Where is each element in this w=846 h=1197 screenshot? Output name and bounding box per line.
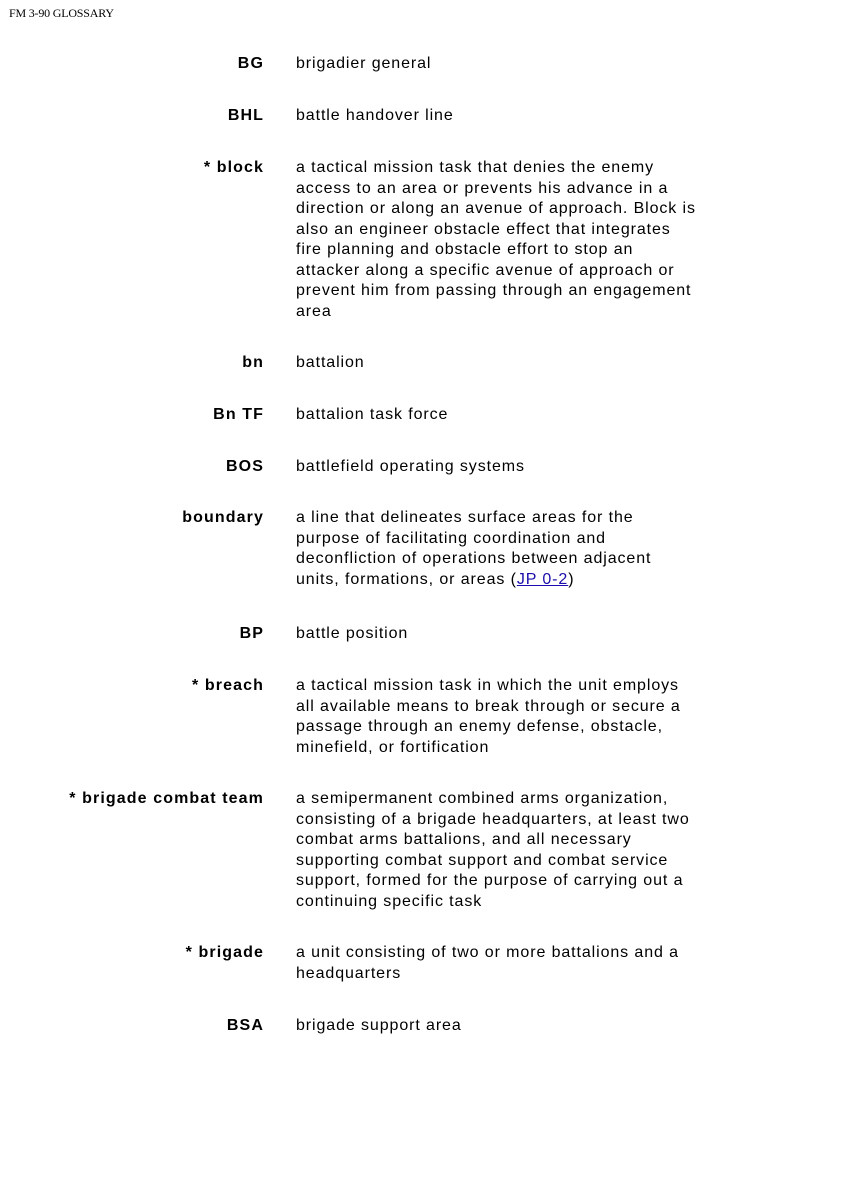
glossary-definition xyxy=(296,624,746,645)
definition-line: passage through an enemy defense, obstacle, xyxy=(296,718,663,735)
definition-line: a tactical mission task that denies the enemy xyxy=(296,159,654,176)
glossary-definition xyxy=(296,353,746,374)
definition-line: battalion task force xyxy=(296,406,449,423)
definition-line: consisting of a brigade headquarters, at least two xyxy=(296,810,690,828)
definition-line: also an engineer obstacle effect that integrates xyxy=(296,220,671,238)
glossary-definition xyxy=(296,508,746,590)
glossary-definition xyxy=(296,158,746,322)
glossary-term: boundary xyxy=(182,509,264,526)
definition-line: access to an area or prevents his advance in a xyxy=(296,179,669,197)
definition-line: deconfliction of operations between adjacent xyxy=(296,550,652,567)
definition-line: battalion xyxy=(296,354,365,371)
glossary-term: BHL xyxy=(227,107,264,124)
definition-line: battlefield operating systems xyxy=(296,458,525,475)
glossary-definition xyxy=(296,1016,746,1037)
definition-line: a unit consisting of two or more battalions and a xyxy=(296,944,679,961)
glossary-term: BG xyxy=(237,55,264,72)
definition-line: headquarters xyxy=(296,964,402,982)
jp-reference-link[interactable]: JP 0-2 xyxy=(516,570,569,588)
definition-line: brigade support area xyxy=(296,1017,462,1034)
glossary-definition xyxy=(296,54,746,75)
definition-line: prevent him from passing through an engagement xyxy=(296,282,692,299)
definition-line: combat arms battalions, and all necessary xyxy=(296,831,632,848)
glossary-term: * breach xyxy=(192,677,264,694)
glossary-definition xyxy=(296,943,746,984)
definition-line: minefield, or fortification xyxy=(296,738,490,756)
glossary-term: BSA xyxy=(226,1017,264,1034)
definition-text: units, formations, or areas ( xyxy=(296,570,517,588)
glossary-term: * block xyxy=(203,159,264,176)
glossary-term: BP xyxy=(239,625,264,642)
glossary-term: bn xyxy=(242,354,264,371)
glossary-term: BOS xyxy=(226,458,264,475)
glossary-definition xyxy=(296,457,746,478)
definition-line: a semipermanent combined arms organization, xyxy=(296,790,669,807)
glossary-definition xyxy=(296,106,746,127)
definition-line: battle position xyxy=(296,625,409,642)
glossary-term: * brigade combat team xyxy=(69,790,264,807)
definition-line: support, formed for the purpose of carrying out a xyxy=(296,872,684,889)
definition-line: area xyxy=(296,302,332,320)
definition-line: continuing specific task xyxy=(296,892,483,910)
page-header: FM 3-90 GLOSSARY xyxy=(9,6,114,20)
definition-line: brigadier general xyxy=(296,55,432,72)
glossary-definition xyxy=(296,405,746,426)
glossary-term: Bn TF xyxy=(213,406,264,423)
definition-line: a tactical mission task in which the unit employs xyxy=(296,677,679,694)
definition-text: ) xyxy=(568,570,575,588)
definition-line: fire planning and obstacle effort to stop an xyxy=(296,241,634,258)
glossary-definition xyxy=(296,676,746,758)
definition-line: purpose of facilitating coordination and xyxy=(296,529,606,547)
definition-line: direction or along an avenue of approach. Block is xyxy=(296,200,696,217)
definition-line: attacker along a specific avenue of approach or xyxy=(296,261,675,279)
definition-line xyxy=(296,570,746,591)
glossary-term: * brigade xyxy=(185,944,264,961)
definition-line: a line that delineates surface areas for the xyxy=(296,509,634,526)
definition-line: all available means to break through or secure a xyxy=(296,697,681,715)
definition-line: supporting combat support and combat service xyxy=(296,851,669,869)
definition-line: battle handover line xyxy=(296,107,454,124)
glossary-definition xyxy=(296,789,746,912)
